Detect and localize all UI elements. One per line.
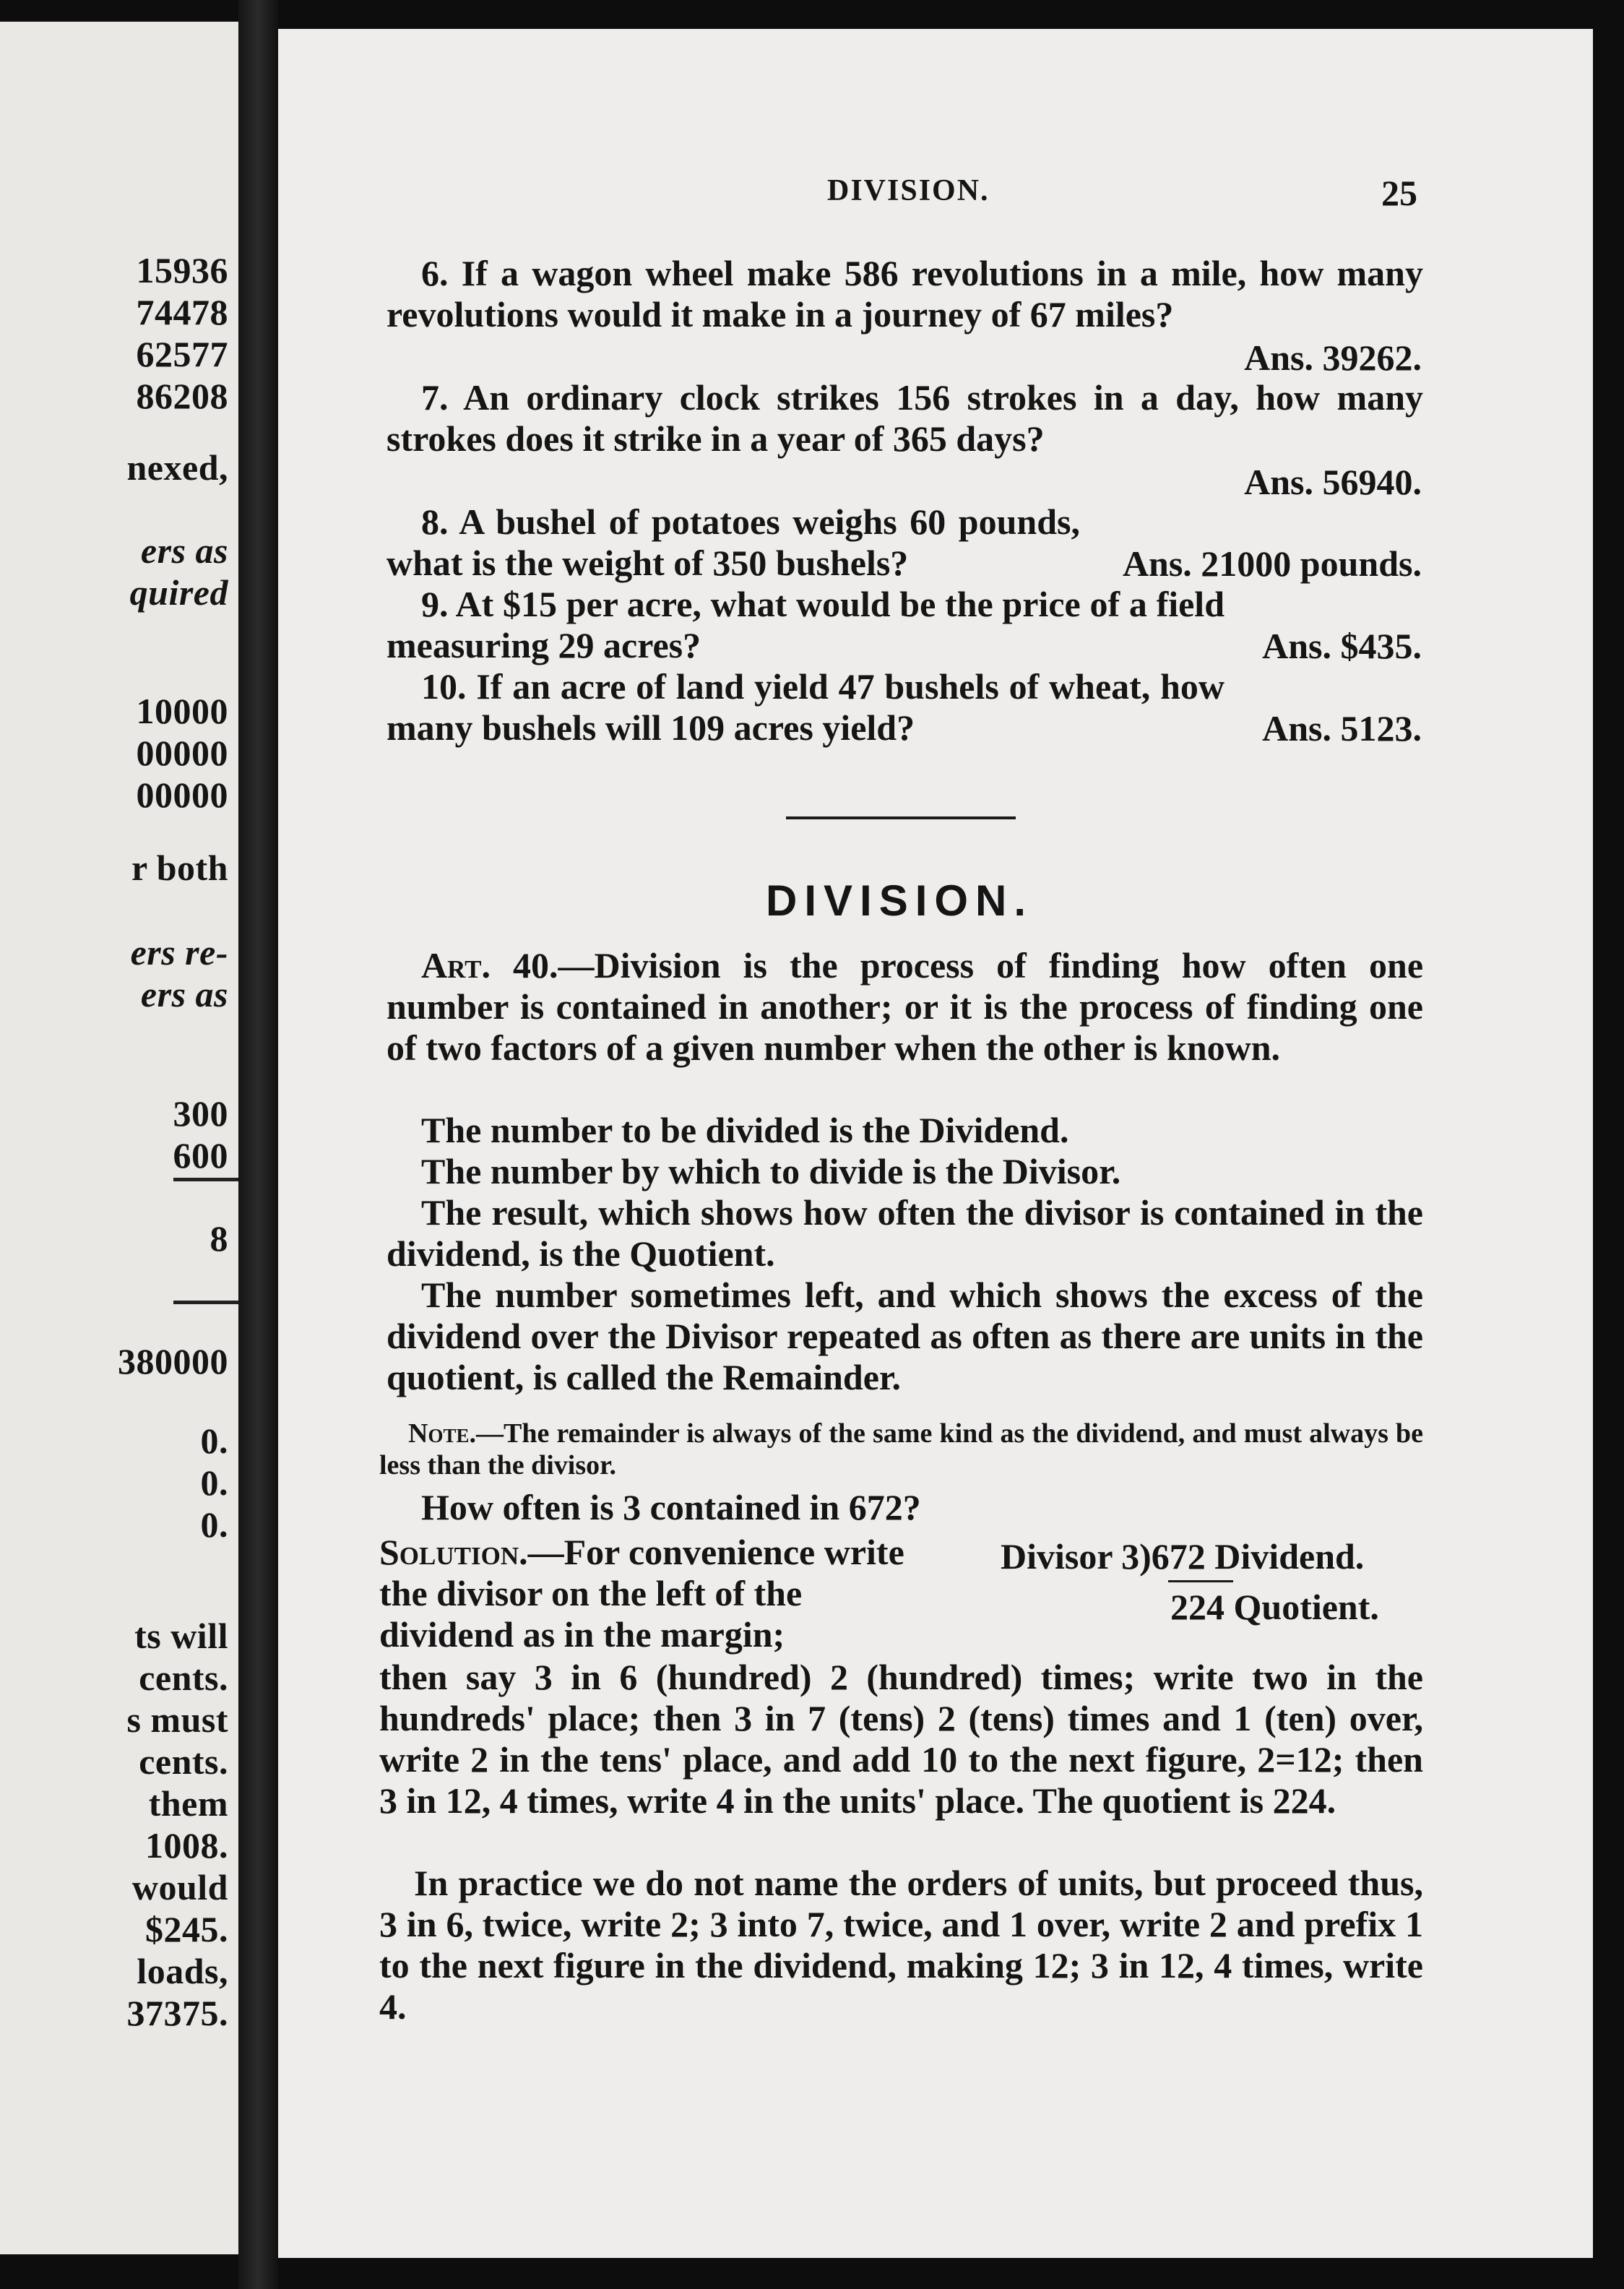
left-page-fragment: 00000 <box>136 733 228 773</box>
left-page-fragment: 74478 <box>136 292 228 332</box>
left-page-fragment: 0. <box>200 1462 228 1503</box>
division-example: Divisor 3)672 Dividend. 224 Quotient. <box>1001 1536 1379 1627</box>
left-page-fragment: 600 <box>173 1135 228 1176</box>
left-page-fragment: ers re- <box>130 932 228 973</box>
definition-dividend: The number to be divided is the Dividend. <box>421 1110 1069 1150</box>
problem-7: 7. An ordinary clock strikes 156 strokes in a day, how many strokes does it strike in a year of 365 days? <box>386 377 1423 459</box>
problem-9: 9. At $15 per acre, what would be the price of a field measuring 29 acres? <box>386 584 1225 665</box>
quotient-bar <box>1168 1580 1233 1582</box>
solution-continued: then say 3 in 6 (hundred) 2 (hundred) times; write two in the hundreds' place; then 3 in 7 (tens) 2 (tens) times and 1 (ten) over, write 2 in the tens' place, and add 10 to the next figure, 2=12; then 3 in 12, 4 times, write 4 in the units' place. The quotient is 224. <box>379 1657 1423 1821</box>
article-40: Art. 40.—Division is the process of finding how often one number is contained in another; or it is the process of finding one of two factors of a given number when the other is known. <box>386 945 1424 1068</box>
left-page-fragment: 0. <box>200 1504 228 1545</box>
section-title: DIVISION. <box>766 876 1034 925</box>
problem-7-answer: Ans. 56940. <box>1244 462 1422 502</box>
problem-8: 8. A bushel of potatoes weighs 60 pounds, what is the weight of 350 bushels? <box>386 501 1080 583</box>
left-page-fragment: loads, <box>137 1951 228 1991</box>
article-label: Art. 40. <box>421 945 558 986</box>
question: How often is 3 contained in 672? <box>421 1487 921 1527</box>
left-page-fragment: ers as <box>140 974 228 1014</box>
left-page-rule <box>173 1301 238 1304</box>
practice-paragraph: In practice we do not name the orders of units, but proceed thus, 3 in 6, twice, write 2; 3 into 7, twice, and 1 over, write 2 and prefix 1 to the next figure in the dividend, making 12; 3 in 12, 4 times, write 4. <box>379 1863 1423 2027</box>
definition-quotient: The result, which shows how often the divisor is contained in the dividend, is the Quotient. <box>386 1192 1423 1274</box>
left-page-fragment: 00000 <box>136 775 228 815</box>
left-page-fragment: 10000 <box>136 691 228 731</box>
left-page-fragment: 0. <box>200 1421 228 1461</box>
problem-10: 10. If an acre of land yield 47 bushels of wheat, how many bushels will 109 acres yield? <box>386 666 1225 748</box>
left-page-fragment: 380000 <box>118 1341 228 1381</box>
left-page-fragment: s must <box>126 1699 228 1740</box>
problem-10-answer: Ans. 5123. <box>1262 708 1422 749</box>
book-gutter <box>238 0 278 2289</box>
left-page-fragment: nexed, <box>126 447 228 488</box>
page-number: 25 <box>1381 173 1417 213</box>
left-page-fragment: quired <box>129 572 228 613</box>
left-page-fragment: ts will <box>134 1616 228 1656</box>
running-header: DIVISION. <box>827 174 990 207</box>
left-page-fragment: $245. <box>145 1909 228 1949</box>
left-page-fragment: them <box>148 1783 228 1824</box>
definition-remainder: The number sometimes left, and which shows the excess of the dividend over the Divisor repeated as often as there are units in the quotient, is called the Remainder. <box>386 1275 1423 1397</box>
definition-divisor: The number by which to divide is the Divisor. <box>421 1151 1121 1191</box>
problem-6-answer: Ans. 39262. <box>1244 337 1422 378</box>
left-page-rule <box>173 1178 238 1181</box>
note: Note.—The remainder is always of the same kind as the dividend, and must always be less than the divisor. <box>379 1418 1423 1480</box>
left-page-fragment: cents. <box>139 1658 228 1698</box>
left-page-fragment: would <box>131 1867 228 1908</box>
left-page-fragment: 86208 <box>136 376 228 416</box>
left-page-fragment: 62577 <box>136 334 228 374</box>
left-page-fragment: cents. <box>139 1741 228 1782</box>
left-page-fragment: r both <box>131 848 228 888</box>
left-page-fragment: 1008. <box>145 1825 228 1866</box>
left-page-fragment: 37375. <box>126 1993 228 2033</box>
left-facing-page <box>0 22 238 2254</box>
problem-6: 6. If a wagon wheel make 586 revolutions in a mile, how many revolutions would it make in a journey of 67 miles? <box>386 253 1423 335</box>
section-divider <box>786 816 1016 819</box>
problem-9-answer: Ans. $435. <box>1262 626 1422 666</box>
left-page-fragment: 15936 <box>136 250 228 290</box>
problem-8-answer: Ans. 21000 pounds. <box>1122 543 1422 584</box>
solution-lead: Solution.—For convenience write the divisor on the left of the dividend as in the margin; <box>379 1532 904 1655</box>
left-page-fragment: ers as <box>140 530 228 571</box>
left-page-fragment: 8 <box>210 1218 228 1259</box>
left-page-fragment: 300 <box>173 1093 228 1134</box>
